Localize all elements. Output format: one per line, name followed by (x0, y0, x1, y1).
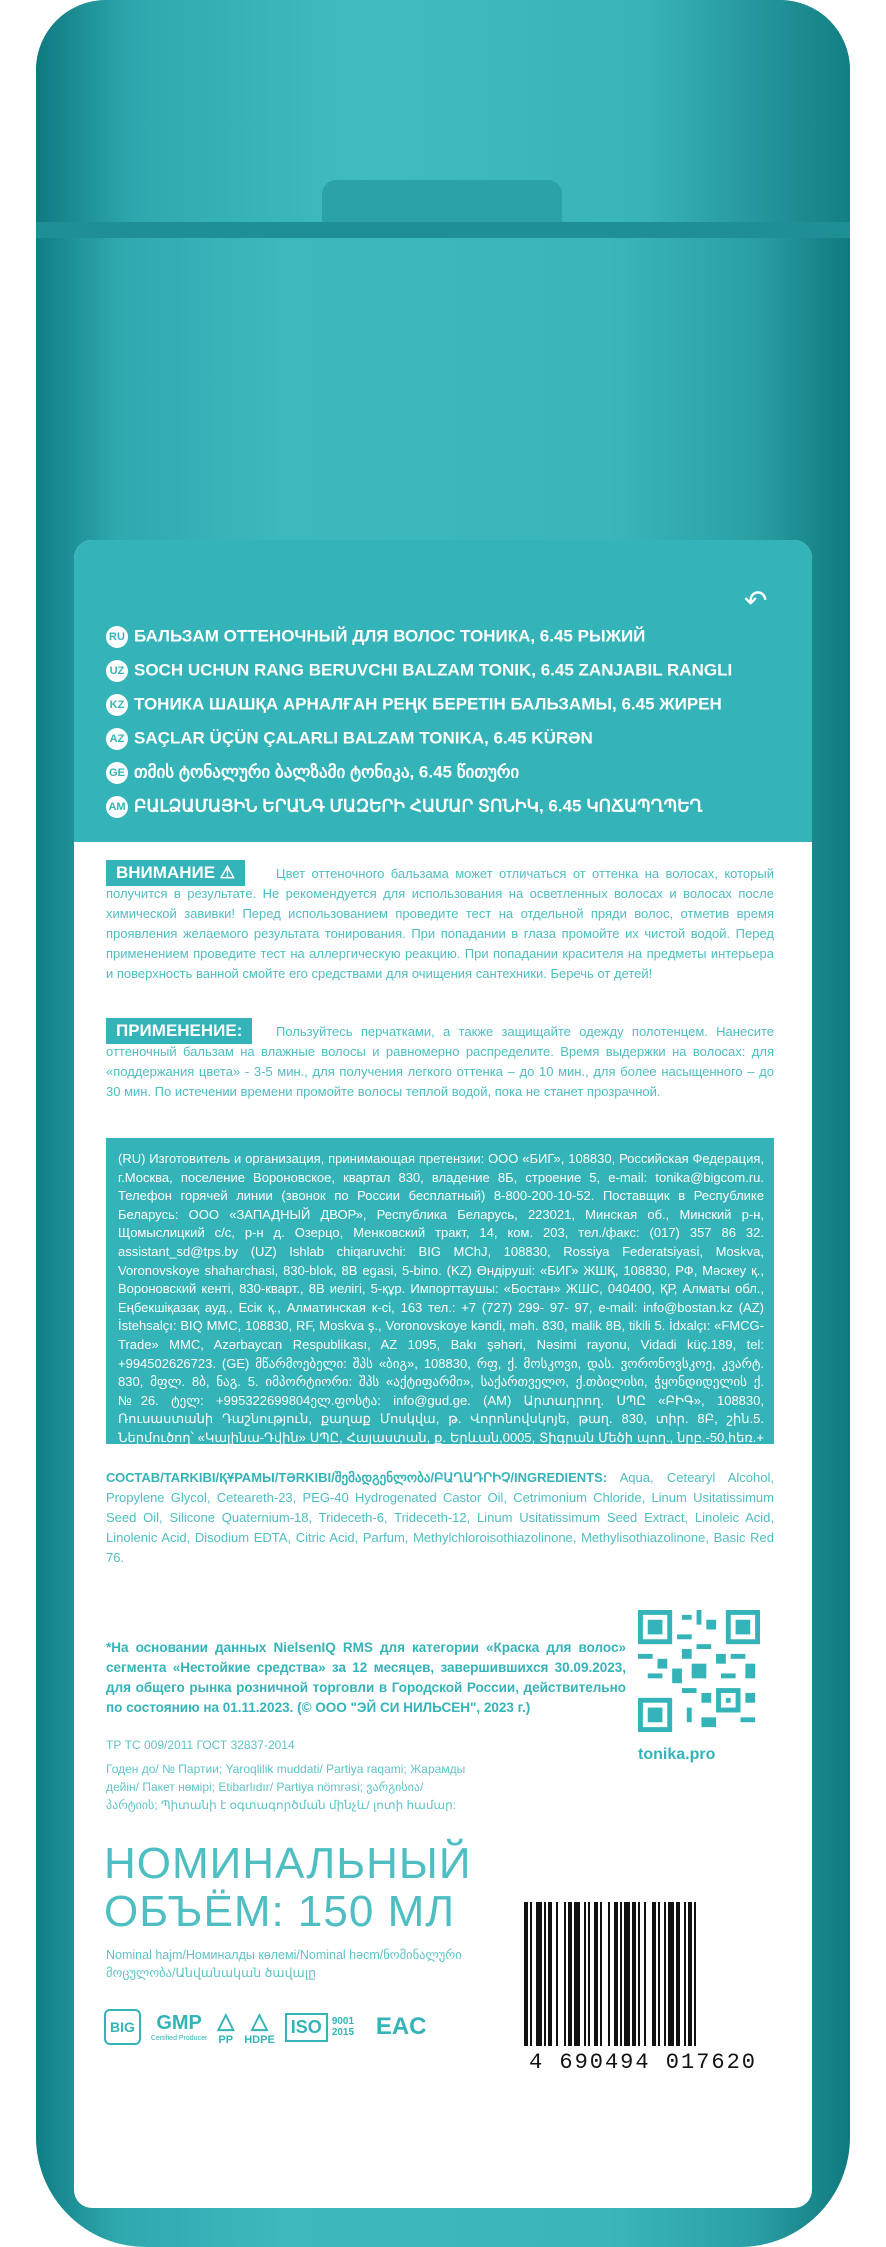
nielsen-note: *На основании данных NielsenIQ RMS для категории «Краска для волос» сегмента «Нестойкие средства» за 12 месяцев, завершившихся 30.09.2023, для общего рынка розничной торговли в Городской России, действительно по состоянию на 01.11.2023. (© ООО "ЭЙ СИ НИЛЬСЕН", 2023 г.) (106, 1640, 626, 1715)
name-am (106, 796, 702, 818)
usage-text: Пользуйтесь перчатками, а также защищайте одежду полотенцем. Нанесите оттеночный бальзам на влажные волосы и равномерно распределите. Время выдержки на волосах: для «поддержания цвета» - 3-5 мин., для получения легкого оттенка – до 10 мин., для более насыщенного – до 30 мин. По истечении времени промойте волосы теплой водой, пока не станет прозрачной. (106, 1024, 774, 1099)
big-logo: BIG (104, 2009, 141, 2045)
certification-logos (104, 2003, 426, 2051)
name-az (106, 728, 593, 750)
warning-title: ВНИМАНИЕ ⚠ (106, 860, 245, 886)
name-uz (106, 660, 732, 682)
nominal-volume-translations: Nominal hajm/Номиналды көлемі/Nominal həcm/ნომინალური მოცულობა/Անվանական ծավալը (106, 1948, 462, 1980)
batch-info: Годен до/ № Партии; Yaroqlilik muddati/ Partiya raqami; Жарамды дейін/ Пакет нөмірі; Etibarlıdır/ Partiya nömrəsi; ვარგისია/ პარტიის; Պիտանի է օգտագործման մինչև/ լոտի համար: (106, 1762, 466, 1812)
name-text: ТОНИКА ШАШҚА АРНАЛҒАН РЕҢК БЕРЕТІН БАЛЬЗАМЫ, 6.45 ЖИРЕН (134, 694, 722, 714)
barcode-number: 4 690494 017620 (528, 2050, 758, 2075)
name-ru (106, 626, 645, 648)
standards: ТР ТС 009/2011 ГОСТ 32837-2014 (106, 1738, 295, 1752)
recycle-pp-icon: △ PP (217, 2008, 235, 2046)
lang-badge: GE (106, 762, 128, 784)
iso-logo: ISO 9001 2015 (285, 2013, 366, 2042)
lang-badge: RU (106, 626, 128, 648)
name-text: SAÇLAR ÜÇÜN ÇALARLI BALZAM TONIKA, 6.45 KÜRƏN (134, 728, 593, 748)
nominal-volume: НОМИНАЛЬНЫЙ ОБЪЁМ: 150 МЛ (104, 1839, 472, 1936)
name-text: SOCH UCHUN RANG BERUVCHI BALZAM TONIK, 6.45 ZANJABIL RANGLI (134, 660, 733, 680)
warning-triangle-icon: ⚠ (219, 863, 236, 882)
qr-code (638, 1610, 760, 1732)
name-text: БАЛЬЗАМ ОТТЕНОЧНЫЙ ДЛЯ ВОЛОС ТОНИКА, 6.45 РЫЖИЙ (134, 626, 646, 646)
warning-text: Цвет оттеночного бальзама может отличаться от оттенка на волосах, который получится в результате. Не рекомендуется для использования на осветленных волосах и волосах после химической завивки! Перед использованием проведите тест на отдельной пряди волос, отметив время проявления желаемого результата тонирования. При попадании в глаза промойте их чистой водой. Перед применением проведите тест на аллергическую реакцию. При попадании красителя на предметы интерьера и поверхность ванной смойте его средствами для очищения сантехники. Беречь от детей! (106, 866, 774, 981)
back-arrow-icon: ↶ (744, 585, 768, 616)
cap-rim (36, 222, 850, 238)
manufacturer-text: (RU) Изготовитель и организация, принимающая претензии: ООО «БИГ», 108830, Российская Федерация, г.Москва, поселение Вороновское, квартал 830, владение 8Б, строение 5, e-mail: tonika@bigcom.ru. Телефон горячей линии (звонок по России бесплатный) 8-800-200-10-52. Поставщик в Республике Беларусь: ООО «ЗАПАДНЫЙ ДВОР», Республика Беларусь, 223021, Минская об., Минский р-н, Щомыслицкий с/с, р-н д. Озерцо, Менковский тракт, 14, ком. 203, тел./факс: (017) 357 86 32. assistant_sd@tps.by (UZ) Ishlab chiqaruvchi: BIG MChJ, 108830, Rossiya Federatsiyasi, Moskva, Voronovskoye shaharchasi, 830-blok, 8B egasi, 5-bino. (KZ) Өндіруші: «БИГ» ЖШҚ, 108830, РФ, Мәскеу қ., Вороновский кенті, 830-кварт., 8В иелігі, 5-құр. Импорттаушы: «Бостан» ЖШС, 040400, ҚР, Алматы обл., Еңбекшіқазақ ауд., Есік қ., Алматинская к-сі, 163 тел.: +7 (727) 299- 97- 97, e-mail: info@bostan.kz (AZ) İstehsalçı: BIQ MMC, 108830, RF, Moskva ş., Voronovskoye kəndi, məh. 830, malik 8B, tikili 5. İdxalçı: «FMCG-Trade» MMC, Azərbaycan Respublikası, AZ 1095, Bakı şəhəri, Nəsimi rayonu, Vidadi küç.189, tel: +994502626723. (GE) მწარმოებელი: შპს «ბიგ», 108830, რფ, ქ. მოსკოვი, დას. ვორონოვსკოე, კვარტ. 830, მფლ. 8ბ, ნაგ. 5. იმპორტიორი: შპს «აქტიფარმი», საქართველო, ქ.თბილისი, ჭყონდიდელის ქ. №26. ტელ: +995322699804ელ.ფოსტა: info@gud.ge. (AM) Արտադրող. ՍՊԸ «ԲԻԳ», 108830, Ռուսաստանի Դաշնություն, քաղաք Մոսկվա, թ. Վորոնովսկոյե, թաղ. 830, տիր. 8Բ, շին.5. Ներմուծող՝ «Կալինա-Դվին» ՍՊԸ, Հայաստան, ք. Երևան,0005, Տիգրան Մեծի պող., նրբ.-50,հեռ.+(374)10-55-70-76, e-mail: kalina.dvin@mail.ru. (118, 1151, 764, 1464)
lang-badge: UZ (106, 660, 128, 682)
name-text: თმის ტონალური ბალზამი ტონიკა, 6.45 წითური (134, 762, 520, 782)
lang-badge: AM (106, 796, 128, 818)
name-kz (106, 694, 722, 716)
ingredients: СОСТАВ/TARKIBI/ҚҰРАМЫ/TƏRKIBI/შემადგენლობა/ԲԱՂԱԴՐԻՉ/INGREDIENTS: Aqua, Cetearyl Alcohol, Propylene Glycol, Ceteareth-23, PEG-40 Hydrogenated Castor Oil, Cetrimonium Chloride, Linum Usitatissimum Seed Oil, Silicone Quaternium-18, Trideceth-6, Trideceth-12, Linum Usitatissimum Seed Extract, Linoleic Acid, Linolenic Acid, Disodium EDTA, Citric Acid, Parfum, Methylchloroisothiazolinone, Methylisothiazolinone, Basic Red 76. (106, 1470, 774, 1565)
gmp-logo: GMP Certified Producer (150, 2012, 208, 2042)
name-text: ԲԱԼՁԱՄԱՅԻՆ ԵՐԱՆԳ ՄԱԶԵՐԻ ՀԱՄԱՐ ՏՈՆԻԿ, 6.45 ԿՈՃԱՊՂՊԵՂ (134, 796, 703, 816)
lang-badge: KZ (106, 694, 128, 716)
website-link: tonika.pro (638, 1746, 716, 1763)
cap-tab (322, 180, 562, 226)
name-ge (106, 762, 519, 784)
usage-title: ПРИМЕНЕНИЕ: (106, 1018, 252, 1044)
lang-badge: AZ (106, 728, 128, 750)
recycle-hdpe-icon: △ HDPE (244, 2008, 275, 2046)
eac-logo: EAC (375, 2013, 427, 2040)
